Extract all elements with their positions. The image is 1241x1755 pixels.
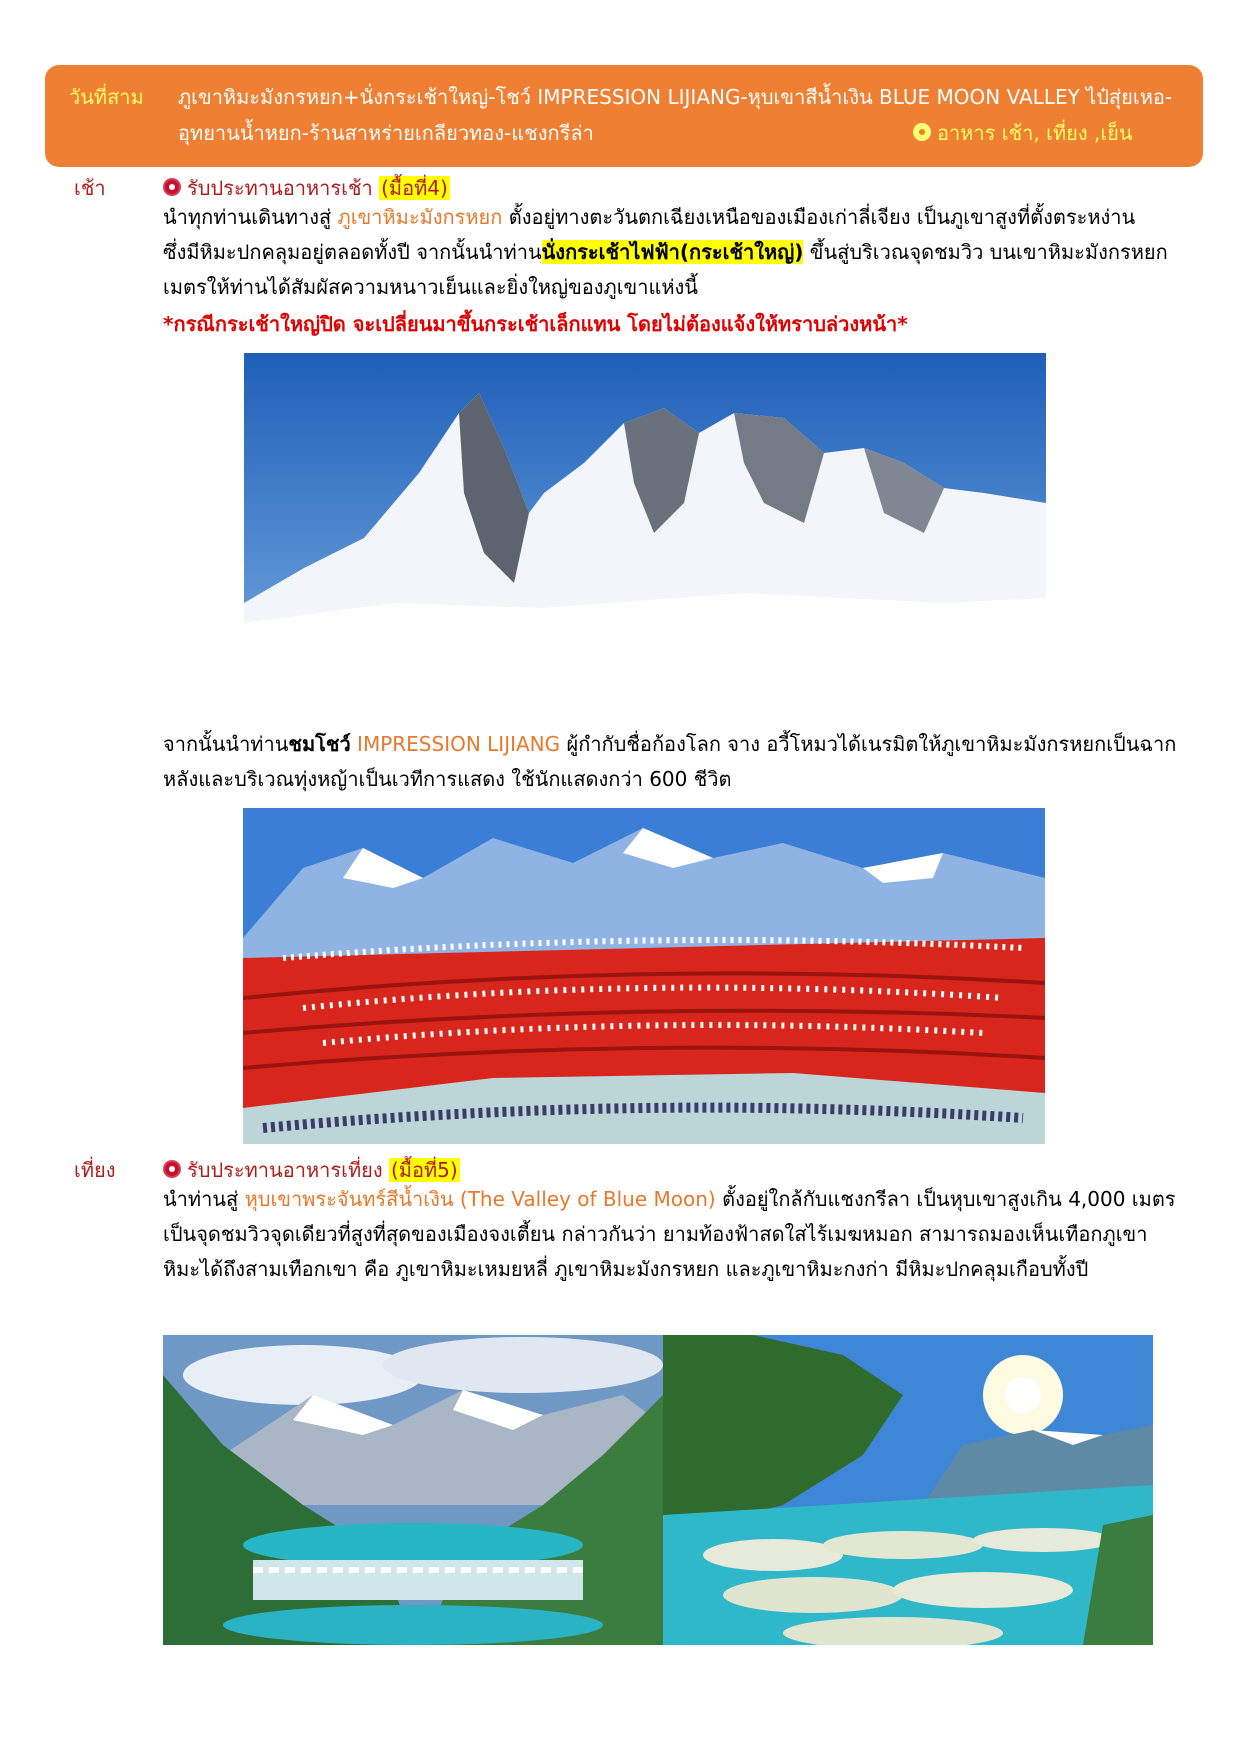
itinerary-line-2: อุทยานน้ำหยก-ร้านสาหร่ายเกลียวทอง-แชงกรีล่า xyxy=(178,121,594,145)
text: นำทุกท่านเดินทางสู่ xyxy=(163,205,338,229)
cable-car-highlight: นั่งกระเช้าไฟฟ้า(กระเช้าใหญ่) xyxy=(541,240,804,264)
text: เป็นจุดชมวิวจุดเดียวที่สูงที่สุดของเมืองจงเตี้ยน กล่าวกันว่า ยามท้องฟ้าสดใสไร้เมฆหมอก สามารถมองเห็นเทือกภูเขา xyxy=(163,1222,1148,1246)
blue-moon-valley-photo-right xyxy=(663,1335,1153,1645)
text: ขึ้นสู่บริเวณจุดชมวิว บนเขาหิมะมังกรหยก xyxy=(803,240,1168,264)
snow-mountain-photo xyxy=(244,353,1046,665)
noon-label: เที่ยง xyxy=(74,1158,116,1182)
text: หลังและบริเวณทุ่งหญ้าเป็นเวทีการแสดง ใช้นักแสดงกว่า 600 ชีวิต xyxy=(163,767,732,791)
text: เมตรให้ท่านได้สัมผัสความหนาวเย็นและยิ่งใหญ่ของภูเขาแห่งนี้ xyxy=(163,275,698,299)
blue-moon-paragraph xyxy=(163,1182,1176,1287)
text: ผู้กำกับชื่อก้องโลก จาง อวี้โหมวได้เนรมิตให้ภูเขาหิมะมังกรหยกเป็นฉาก xyxy=(560,732,1177,756)
text: จากนั้นนำท่าน xyxy=(163,732,289,756)
jade-dragon-paragraph xyxy=(163,200,1168,305)
text: ตั้งอยู่ใกล้กับแชงกรีลา เป็นหุบเขาสูงเกิน 4,000 เมตร xyxy=(715,1187,1176,1211)
text: ตั้งอยู่ทางตะวันตกเฉียงเหนือของเมืองเก่าลี่เจียง เป็นภูเขาสูงที่ตั้งตระหง่าน xyxy=(502,205,1136,229)
place-jade-dragon: ภูเขาหิมะมังกรหยก xyxy=(337,205,503,229)
place-blue-moon-valley: หุบเขาพระจันทร์สีน้ำเงิน (The Valley of Blue Moon) xyxy=(244,1187,716,1211)
meals-text: อาหาร เช้า, เที่ยง ,เย็น xyxy=(937,121,1133,145)
impression-paragraph xyxy=(163,727,1177,797)
meal-icon xyxy=(163,178,181,196)
breakfast-number: (มื้อที่4) xyxy=(381,176,448,200)
blue-moon-valley-photo-left xyxy=(163,1335,663,1645)
cable-car-warning: *กรณีกระเช้าใหญ่ปิด จะเปลี่ยนมาขึ้นกระเช้าเล็กแทน โดยไม่ต้องแจ้งให้ทราบล่วงหน้า* xyxy=(163,312,908,336)
breakfast-text: รับประทานอาหารเช้า xyxy=(187,176,380,200)
itinerary-line-1: ภูเขาหิมะมังกรหยก+นั่งกระเช้าใหญ่-โชว์ IMPRESSION LIJIANG-หุบเขาสีน้ำเงิน BLUE MOON VALLEY ไป๋สุ่ยเหอ- xyxy=(178,85,1173,109)
lunch-number: (มื้อที่5) xyxy=(390,1158,458,1182)
show-name: IMPRESSION LIJIANG xyxy=(350,732,561,756)
meal-icon xyxy=(913,123,931,141)
meals-summary xyxy=(913,117,1133,149)
text: ซึ่งมีหิมะปกคลุมอยู่ตลอดทั้งปี จากนั้นนำท่าน xyxy=(163,240,542,264)
lunch-text: รับประทานอาหารเที่ยง xyxy=(187,1158,389,1182)
text: นำท่านสู่ xyxy=(163,1187,245,1211)
text: หิมะได้ถึงสามเทือกเขา คือ ภูเขาหิมะเหมยหลี่ ภูเขาหิมะมังกรหยก และภูเขาหิมะกงก่า มีหิมะปกคลุมเกือบทั้งปี xyxy=(163,1257,1089,1281)
day-header xyxy=(45,65,1203,167)
morning-label: เช้า xyxy=(74,176,106,200)
day-label: วันที่สาม xyxy=(69,85,144,109)
show-label: ชมโชว์ xyxy=(288,732,351,756)
meal-icon xyxy=(163,1160,181,1178)
impression-lijiang-photo xyxy=(243,808,1045,1144)
